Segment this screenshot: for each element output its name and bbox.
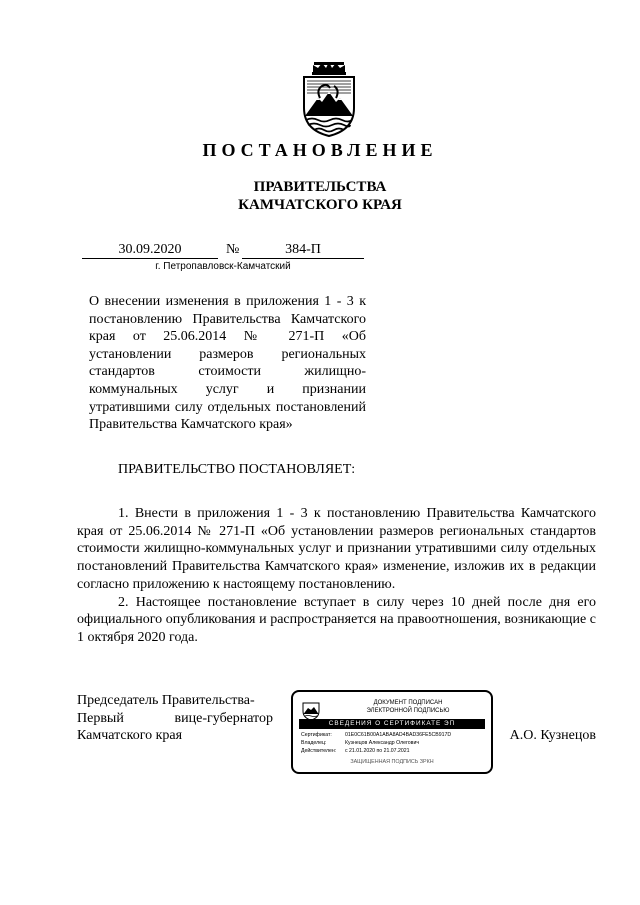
document-type-title: ПОСТАНОВЛЕНИЕ	[202, 140, 438, 160]
stamp-certificate-bar: СВЕДЕНИЯ О СЕРТИФИКАТЕ ЭП	[299, 719, 485, 729]
signer-position-line-1: Председатель Правительства-	[77, 693, 255, 708]
stamp-heading-line-2: ЭЛЕКТРОННОЙ ПОДПИСЬЮ	[366, 708, 450, 714]
body-paragraph-2: 2. Настоящее постановление вступает в силу через 10 дней после дня его официального опубликования и распространяется на правоотношения, возникающие с 1 октября 2020 года.	[77, 594, 596, 645]
coat-of-arms-small-icon	[300, 699, 322, 721]
document-subject: О внесении изменения в приложения 1 - 3 к постановлению Правительства Камчатского края от 25.06.2014 № 271-П «Об установлении размеров региональных стандартов стоимости жилищно-коммунальных услуг и признании утратившими силу отдельных постановлений Правительства Камчатского края»	[89, 294, 366, 433]
number-sign: №	[226, 242, 240, 257]
body-paragraph-1: 1. Внести в приложения 1 - 3 к постановлению Правительства Камчатского края от 25.06.2014 № 271-П «Об установлении размеров региональных стандартов стоимости жилищно-коммунальных услуг и признании утратившими силу отдельных постановлений Правительства Камчатского края» изменение, изложив их в редакции согласно приложению к настоящему постановлению.	[77, 506, 596, 592]
validity-value: с 21.01.2020 по 21.07.2021	[345, 748, 410, 754]
resolves-heading: ПРАВИТЕЛЬСТВО ПОСТАНОВЛЯЕТ:	[118, 462, 356, 477]
signer-position	[77, 692, 273, 745]
certificate-value: 01E0C61B00A1ABA8AD4BAD36FE5CB917D	[345, 732, 452, 738]
owner-value: Кузнецов Александр Олегович	[345, 740, 420, 746]
validity-label: Действителен:	[301, 748, 337, 754]
owner-label: Владелец:	[301, 740, 327, 746]
stamp-heading-line-1: ДОКУМЕНТ ПОДПИСАН	[373, 700, 443, 706]
certificate-label: Сертификат:	[301, 732, 332, 738]
city-of-issue: г. Петропавловск-Камчатский	[155, 261, 291, 272]
signer-position-line-3: Камчатского края	[77, 728, 183, 744]
electronic-signature-stamp	[291, 690, 493, 774]
document-number: 384-П	[242, 242, 364, 259]
issuer-heading	[0, 178, 640, 214]
issuer-line-1: ПРАВИТЕЛЬСТВА	[253, 179, 387, 195]
kamchatka-coat-of-arms-emblem	[296, 60, 362, 138]
document-date: 30.09.2020	[82, 242, 218, 259]
stamp-footer: ЗАЩИЩЕННАЯ ПОДПИСЬ ЗРКН	[350, 759, 434, 765]
signer-name: А.О. Кузнецов	[509, 728, 596, 743]
stamp-heading	[333, 699, 483, 715]
document-body	[77, 505, 596, 647]
issuer-line-2: КАМЧАТСКОГО КРАЯ	[238, 197, 402, 213]
signer-position-line-2: Первый вице-губернатор	[77, 710, 273, 726]
